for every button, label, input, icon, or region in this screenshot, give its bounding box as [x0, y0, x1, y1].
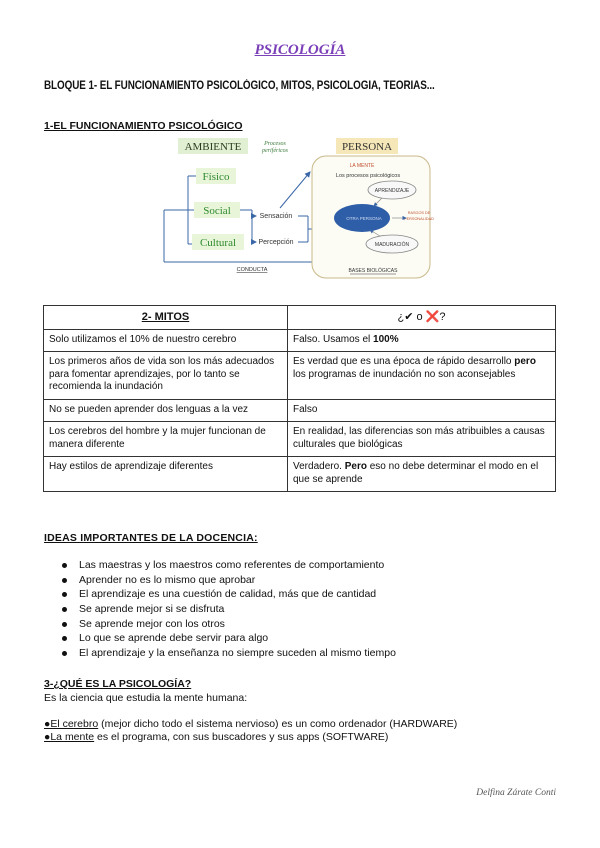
check-header	[288, 306, 556, 330]
mito-cell: Los cerebros del hombre y la mujer funcionan de manera diferente	[44, 422, 288, 457]
mente-text: es el programa, con sus buscadores y sus apps (SOFTWARE)	[94, 731, 389, 743]
list-item: El aprendizaje y la enseñanza no siempre suceden al mismo tiempo	[60, 646, 396, 661]
ideas-list	[60, 558, 396, 661]
cerebro-text: (mejor dicho todo el sistema nervioso) es un como ordenador (HARDWARE)	[98, 718, 458, 730]
section-3-heading: 3-¿QUÉ ES LA PSICOLOGÍA?	[44, 678, 192, 690]
conducta-label: CONDUCTA	[236, 267, 268, 273]
table-row	[44, 329, 556, 352]
respuesta-text: Verdadero.	[293, 461, 345, 472]
respuesta-text: En realidad, las diferencias son más atribuibles a causas culturales que biológicas	[293, 426, 545, 450]
table-row	[44, 457, 556, 492]
table-row	[44, 422, 556, 457]
social-label: Social	[203, 205, 231, 217]
respuesta-cell	[288, 352, 556, 400]
mitos-header: 2- MITOS	[44, 306, 288, 330]
maduracion-label: MADURACIÓN	[374, 242, 410, 248]
table-row	[44, 352, 556, 400]
rasgos-label-1: RASGOS DE	[407, 211, 431, 215]
list-item: El aprendizaje es una cuestión de calidad, más que de cantidad	[60, 587, 396, 602]
procesos-perifericos-label-1: Procesos	[264, 141, 286, 147]
respuesta-text: Falso. Usamos el	[293, 333, 374, 345]
table-header-row	[44, 306, 556, 330]
fisico-label: Físico	[202, 171, 230, 183]
cross-icon: ❌	[425, 311, 440, 323]
list-item: Se aprende mejor si se disfruta	[60, 602, 396, 617]
check-header-suffix: ?	[439, 311, 446, 323]
rasgos-label-2: PERSONALIDAD	[404, 217, 434, 221]
procesos-psicologicos-label: Los procesos psicológicos	[335, 173, 401, 179]
section-1-heading: 1-EL FUNCIONAMIENTO PSICOLÓGICO	[44, 120, 243, 132]
respuesta-text-end: eso no debe determinar el modo en el que se aprende	[293, 461, 539, 485]
cultural-label: Cultural	[199, 237, 237, 249]
page-title: PSICOLOGÍA	[254, 42, 346, 58]
respuesta-cell	[288, 329, 556, 352]
respuesta-text: Falso	[293, 403, 318, 415]
respuesta-text-end: los programas de inundación no son aconsejables	[293, 368, 516, 380]
psychological-functioning-diagram	[160, 132, 440, 280]
respuesta-bold: 100%	[373, 333, 399, 345]
ideas-heading: IDEAS IMPORTANTES DE LA DOCENCIA:	[44, 532, 258, 544]
list-item: Aprender no es lo mismo que aprobar	[60, 573, 396, 588]
bases-biologicas-label: BASES BIOLÓGICAS	[348, 268, 398, 274]
list-item: Lo que se aprende debe servir para algo	[60, 631, 396, 646]
otra-persona-label: OTRA PERSONA	[346, 216, 382, 221]
ambiente-label: AMBIENTE	[184, 141, 242, 153]
persona-label: PERSONA	[341, 141, 393, 153]
mito-cell: No se pueden aprender dos lenguas a la vez	[44, 399, 288, 422]
respuesta-text: Es verdad que es una época de rápido desarrollo	[293, 356, 515, 367]
procesos-perifericos-label-2: periféricos	[262, 148, 288, 154]
respuesta-bold: pero	[514, 356, 536, 367]
percepcion-label: Percepción	[258, 239, 294, 246]
mito-cell: Solo utilizamos el 10% de nuestro cerebro	[44, 329, 288, 352]
bloque-heading: BLOQUE 1- EL FUNCIONAMIENTO PSICOLÓGICO, MITOS, PSICOLOGIA, TEORIAS...	[44, 80, 435, 92]
mente-bullet	[44, 731, 388, 743]
aprendizaje-label: APRENDIZAJE	[374, 188, 410, 194]
diagram-svg	[160, 132, 440, 280]
respuesta-cell	[288, 457, 556, 492]
table-row	[44, 399, 556, 422]
section-3-text: Es la ciencia que estudia la mente humana:	[44, 692, 248, 704]
mito-cell: Los primeros años de vida son los más adecuados para fomentar aprendizajes, por lo tanto se recomienda la inundación	[44, 352, 288, 400]
respuesta-cell	[288, 422, 556, 457]
sensacion-label: Sensación	[259, 213, 293, 220]
mito-cell: Hay estilos de aprendizaje diferentes	[44, 457, 288, 492]
mitos-table	[43, 305, 556, 492]
list-item: Las maestras y los maestros como referentes de comportamiento	[60, 558, 396, 573]
author-signature: Delfina Zárate Conti	[476, 788, 556, 798]
la-mente-label: LA MENTE	[349, 163, 375, 169]
respuesta-cell	[288, 399, 556, 422]
cerebro-term: ●El cerebro	[44, 718, 99, 730]
list-item: Se aprende mejor con los otros	[60, 617, 396, 632]
check-header-prefix: ¿✔ o	[397, 311, 426, 323]
respuesta-bold: Pero	[344, 461, 367, 472]
cerebro-bullet	[44, 718, 457, 730]
mente-term: ●La mente	[44, 731, 95, 743]
